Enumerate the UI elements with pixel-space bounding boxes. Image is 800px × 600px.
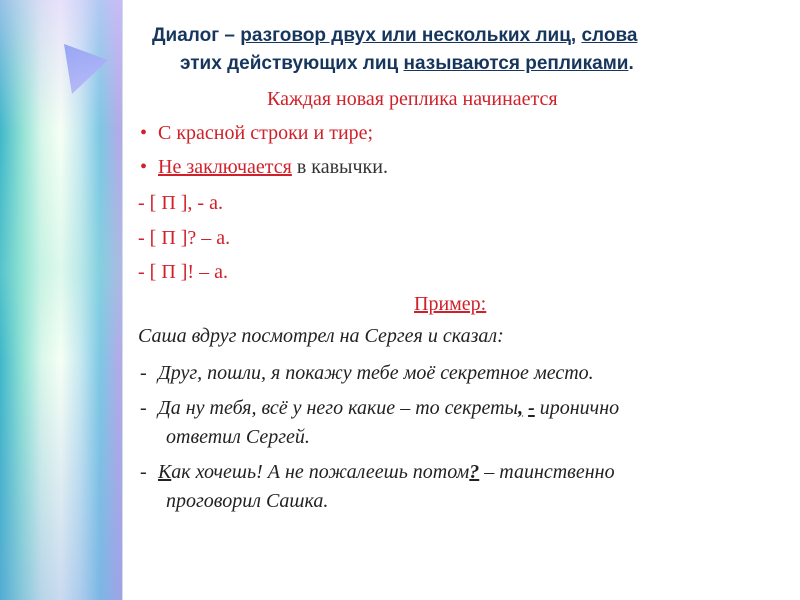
- header-line-2: [180, 53, 634, 75]
- header-separator: ,: [570, 25, 582, 46]
- header-period: .: [628, 53, 634, 74]
- underlined-question-mark: ?: [469, 461, 480, 483]
- scheme-line-2: - [ П ]? – а.: [138, 227, 231, 249]
- example-line-1-text: руг, пошли, я покажу тебе моё секретное место.: [170, 362, 594, 384]
- underlined-dash: -: [528, 397, 535, 419]
- bullet-item-2: [140, 156, 388, 179]
- bullet-item-1: [140, 122, 373, 145]
- example-line-1: [140, 362, 594, 385]
- header-subject: этих действующих лиц: [180, 53, 404, 74]
- example-line-2-text: а ну тебя, всё у него какие – то секреты: [170, 397, 519, 419]
- example-line-2-end: иронично: [534, 397, 620, 419]
- capital-letter: Д: [158, 397, 171, 419]
- bullet-text-2-underlined: Не заключается: [158, 156, 292, 178]
- header-term: Диалог –: [152, 25, 241, 46]
- dash-marker: -: [140, 397, 147, 419]
- example-label: Пример:: [414, 293, 487, 315]
- capital-letter: Д: [158, 362, 171, 384]
- capital-letter: К: [158, 461, 172, 483]
- bullet-icon: •: [140, 122, 148, 144]
- header-replicas: называются репликами: [403, 53, 629, 74]
- scheme-line-3: - [ П ]! – а.: [138, 261, 228, 283]
- example-line-2-continued: ответил Сергей.: [166, 426, 310, 448]
- bullet-text-1: С красной строки и тире;: [158, 122, 374, 144]
- dash-marker: -: [140, 461, 147, 483]
- header-words: слова: [581, 25, 638, 46]
- underlined-comma: ,: [518, 397, 524, 419]
- example-line-3-text: ак хочешь! А не пожалеешь потом: [171, 461, 470, 483]
- example-line-2: [140, 397, 619, 420]
- example-line-3-end: – таинственно: [479, 461, 615, 483]
- header-line-1: [152, 25, 637, 47]
- example-intro: Саша вдруг посмотрел на Сергея и сказал:: [138, 325, 504, 347]
- bullet-icon: •: [140, 156, 148, 178]
- example-line-3: [140, 461, 615, 484]
- dash-marker: -: [140, 362, 147, 384]
- rule-intro: Каждая новая реплика начинается: [267, 88, 558, 110]
- example-line-3-continued: проговорил Сашка.: [166, 490, 329, 512]
- bullet-text-2-rest: в кавычки.: [291, 156, 388, 178]
- header-definition: разговор двух или нескольких лиц: [240, 25, 571, 46]
- scheme-line-1: - [ П ], - а.: [138, 192, 223, 214]
